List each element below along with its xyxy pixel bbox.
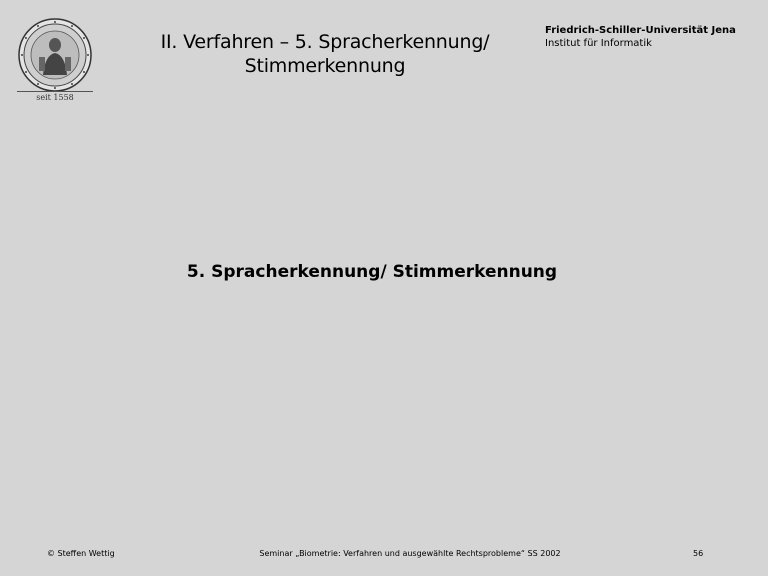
seal-caption: seit 1558 [36, 93, 74, 102]
slide-title-line1: II. Verfahren – 5. Spracherkennung/ [160, 31, 490, 53]
footer-seminar: Seminar „Biometrie: Verfahren und ausgewählte Rechtsprobleme“ SS 2002 [259, 549, 561, 558]
university-name: Friedrich-Schiller-Universität Jena [545, 25, 736, 36]
university-block [545, 24, 760, 50]
main-heading: 5. Spracherkennung/ Stimmerkennung [186, 262, 558, 282]
seal-divider [17, 91, 93, 92]
institute-name: Institut für Informatik [545, 38, 652, 49]
slide-title-line2: Stimmerkennung [244, 55, 406, 77]
footer-page-number: 56 [693, 549, 704, 558]
footer-author: © Steffen Wettig [47, 549, 115, 558]
slide-title [130, 30, 520, 78]
